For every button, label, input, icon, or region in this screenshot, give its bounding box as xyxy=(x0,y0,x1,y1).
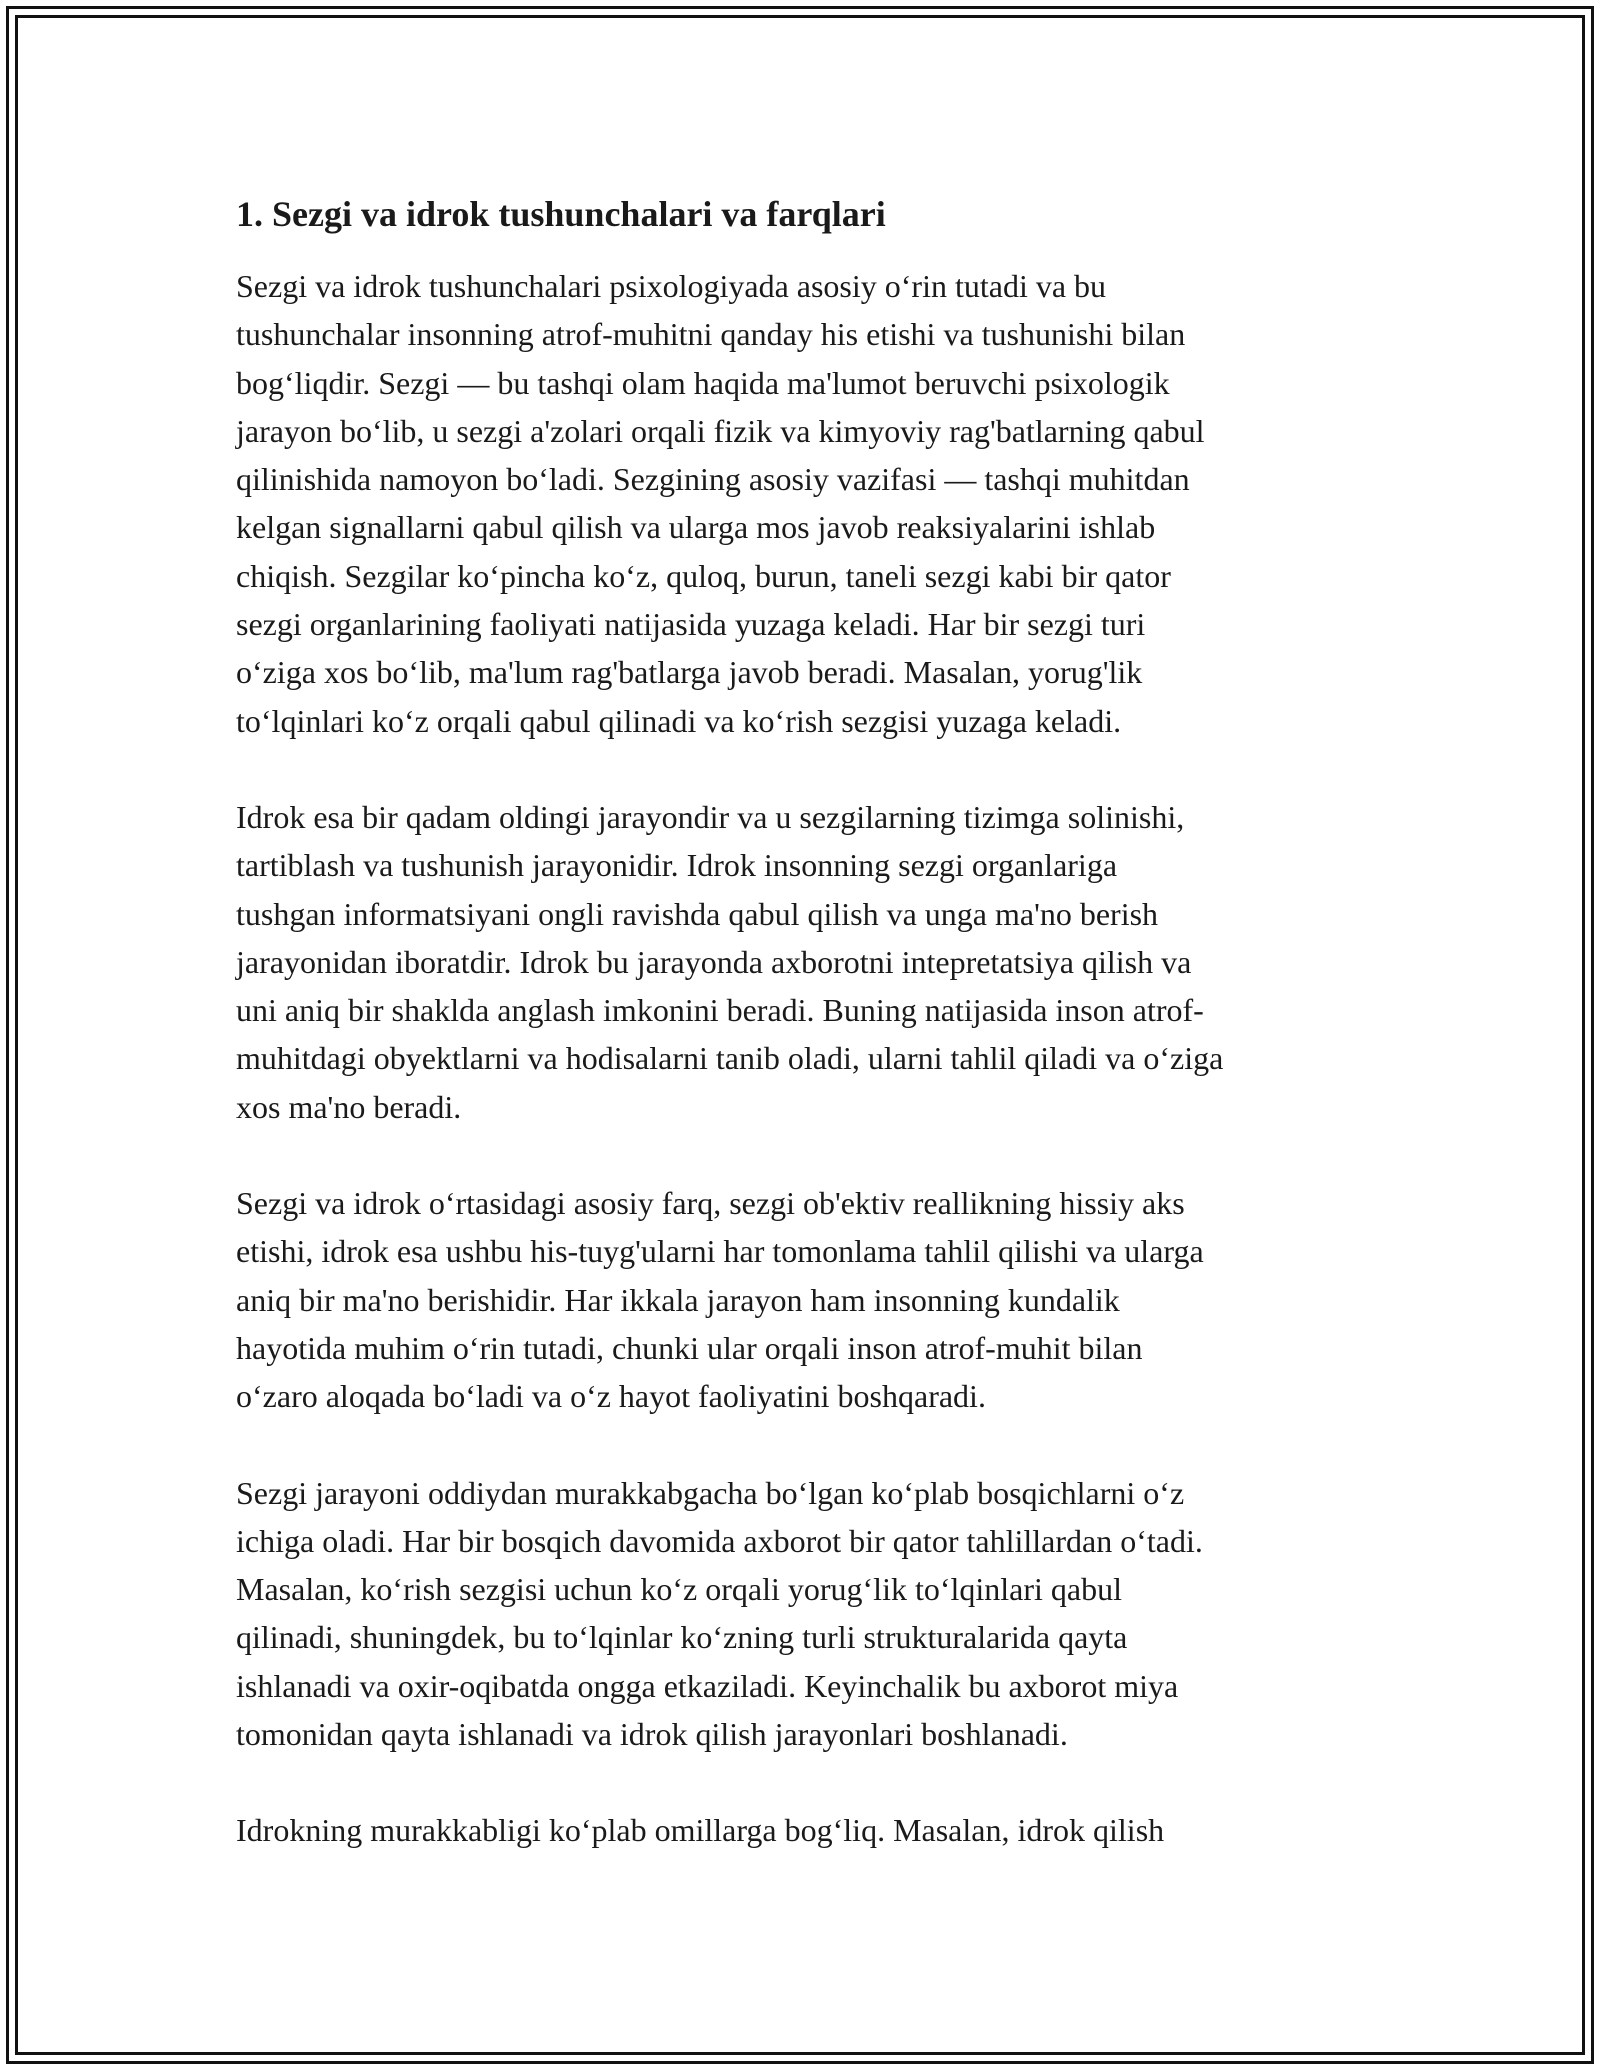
text-line: kelgan signallarni qabul qilish va ularga mos javob reaksiyalarini ishlab xyxy=(236,509,1156,546)
text-line: qilinadi, shuningdek, bu toʻlqinlar koʻzning turli strukturalarida qayta xyxy=(236,1619,1128,1656)
text-line: tartiblash va tushunish jarayonidir. Idrok insonning sezgi organlariga xyxy=(236,847,1118,884)
text-line: Sezgi va idrok oʻrtasidagi asosiy farq, sezgi ob'ektiv reallikning hissiy aks xyxy=(236,1185,1185,1222)
text-line: oʻzaro aloqada boʻladi va oʻz hayot faoliyatini boshqaradi. xyxy=(236,1378,986,1415)
text-line: hayotida muhim oʻrin tutadi, chunki ular orqali inson atrof-muhit bilan xyxy=(236,1329,1143,1366)
text-line: etishi, idrok esa ushbu his-tuyg'ularni har tomonlama tahlil qilishi va ularga xyxy=(236,1233,1204,1270)
text-line: oʻziga xos boʻlib, ma'lum rag'batlarga javob beradi. Masalan, yorug'lik xyxy=(236,654,1143,691)
text-line: muhitdagi obyektlarni va hodisalarni tanib oladi, ularni tahlil qiladi va oʻziga xyxy=(236,1040,1224,1077)
text-line: ichiga oladi. Har bir bosqich davomida axborot bir qator tahlillardan oʻtadi. xyxy=(236,1522,1203,1559)
text-line: Idrok esa bir qadam oldingi jarayondir va u sezgilarning tizimga solinishi, xyxy=(236,798,1185,835)
text-line: sezgi organlarining faoliyati natijasida yuzaga keladi. Har bir sezgi turi xyxy=(236,606,1146,643)
text-line: bogʻliqdir. Sezgi — bu tashqi olam haqida ma'lumot beruvchi psixologik xyxy=(236,364,1170,401)
text-line: aniq bir ma'no berishidir. Har ikkala jarayon ham insonning kundalik xyxy=(236,1281,1120,1318)
paragraph-2 xyxy=(236,793,1376,1131)
text-line: Masalan, koʻrish sezgisi uchun koʻz orqali yorugʻlik toʻlqinlari qabul xyxy=(236,1571,1123,1608)
text-line: Sezgi va idrok tushunchalari psixologiyada asosiy oʻrin tutadi va bu xyxy=(236,268,1107,304)
section-heading: 1. Sezgi va idrok tushunchalari va farqlari xyxy=(236,194,886,234)
text-line: Idrokning murakkabligi koʻplab omillarga bogʻliq. Masalan, idrok qilish xyxy=(236,1812,1165,1849)
text-line: ishlanadi va oxir-oqibatda ongga etkaziladi. Keyinchalik bu axborot miya xyxy=(236,1667,1179,1704)
text-line: chiqish. Sezgilar koʻpincha koʻz, quloq, burun, taneli sezgi kabi bir qator xyxy=(236,557,1171,594)
paragraph-1 xyxy=(236,262,1376,745)
text-line: tushunchalar insonning atrof-muhitni qanday his etishi va tushunishi bilan xyxy=(236,316,1186,353)
document-body xyxy=(236,188,1376,1903)
paragraph-3 xyxy=(236,1179,1376,1420)
text-line: toʻlqinlari koʻz orqali qabul qilinadi va koʻrish sezgisi yuzaga keladi. xyxy=(236,702,1122,739)
text-line: Sezgi jarayoni oddiydan murakkabgacha boʻlgan koʻplab bosqichlarni oʻz xyxy=(236,1474,1185,1511)
text-line: uni aniq bir shaklda anglash imkonini beradi. Buning natijasida inson atrof- xyxy=(236,992,1204,1029)
text-line: jarayon boʻlib, u sezgi a'zolari orqali fizik va kimyoviy rag'batlarning qabul xyxy=(236,412,1205,449)
text-line: tushgan informatsiyani ongli ravishda qabul qilish va unga ma'no berish xyxy=(236,895,1159,932)
text-line: qilinishida namoyon boʻladi. Sezgining asosiy vazifasi — tashqi muhitdan xyxy=(236,461,1190,498)
text-line: tomonidan qayta ishlanadi va idrok qilish jarayonlari boshlanadi. xyxy=(236,1716,1068,1753)
text-line: xos ma'no beradi. xyxy=(236,1088,462,1125)
text-line: jarayonidan iboratdir. Idrok bu jarayonda axborotni intepretatsiya qilish va xyxy=(236,943,1192,980)
paragraph-5 xyxy=(236,1806,1376,1854)
paragraph-4 xyxy=(236,1469,1376,1759)
